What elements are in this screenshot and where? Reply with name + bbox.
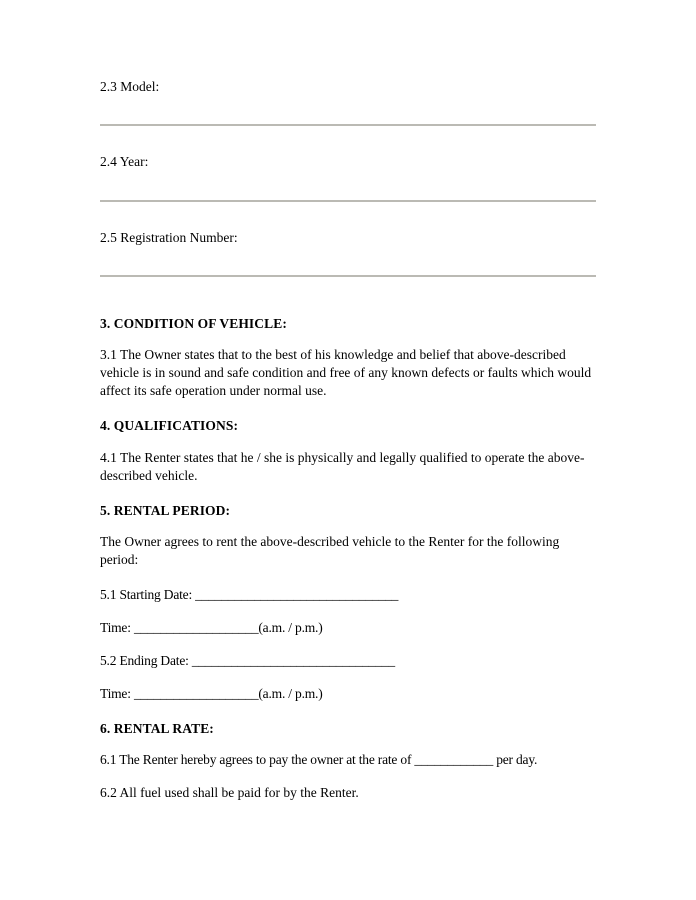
clause-3-1: 3.1 The Owner states that to the best of his knowledge and belief that above-described vehicle is in sound and safe condition and free of any known defects or faults which would affect its safe operation under normal use. [100,347,592,399]
clause-5-1-starting-time: Time: ___________________(a.m. / p.m.) [100,620,323,636]
section-heading-rental-rate: 6. RENTAL RATE: [100,720,214,736]
rental-period-intro: The Owner agrees to rent the above-described vehicle to the Renter for the following period: [100,534,560,568]
section-heading-condition-of-vehicle: 3. CONDITION OF VEHICLE: [100,315,287,331]
spacer [100,126,596,153]
field-label-year: 2.4 Year: [100,154,149,170]
clause-5-2-ending-time: Time: ___________________(a.m. / p.m.) [100,685,323,701]
document-body [100,78,596,802]
clause-5-1-starting-date: 5.1 Starting Date: _______________________________ [100,587,399,603]
clause-6-1: 6.1 The Renter hereby agrees to pay the owner at the rate of ____________ per day. [100,752,538,768]
clause-4-1: 4.1 The Renter states that he / she is physically and legally qualified to operate the above-described vehicle. [100,449,585,483]
section-heading-rental-period: 5. RENTAL PERIOD: [100,502,231,518]
spacer [100,171,596,200]
field-label-registration-number: 2.5 Registration Number: [100,229,238,245]
spacer [100,95,596,124]
spacer [100,246,596,275]
clause-6-2: 6.2 All fuel used shall be paid for by the Renter. [100,785,359,801]
field-label-model: 2.3 Model: [100,79,160,94]
spacer [100,277,596,315]
clause-5-2-ending-date: 5.2 Ending Date: _______________________________ [100,653,395,669]
section-heading-qualifications: 4. QUALIFICATIONS: [100,418,239,434]
spacer [100,202,596,229]
